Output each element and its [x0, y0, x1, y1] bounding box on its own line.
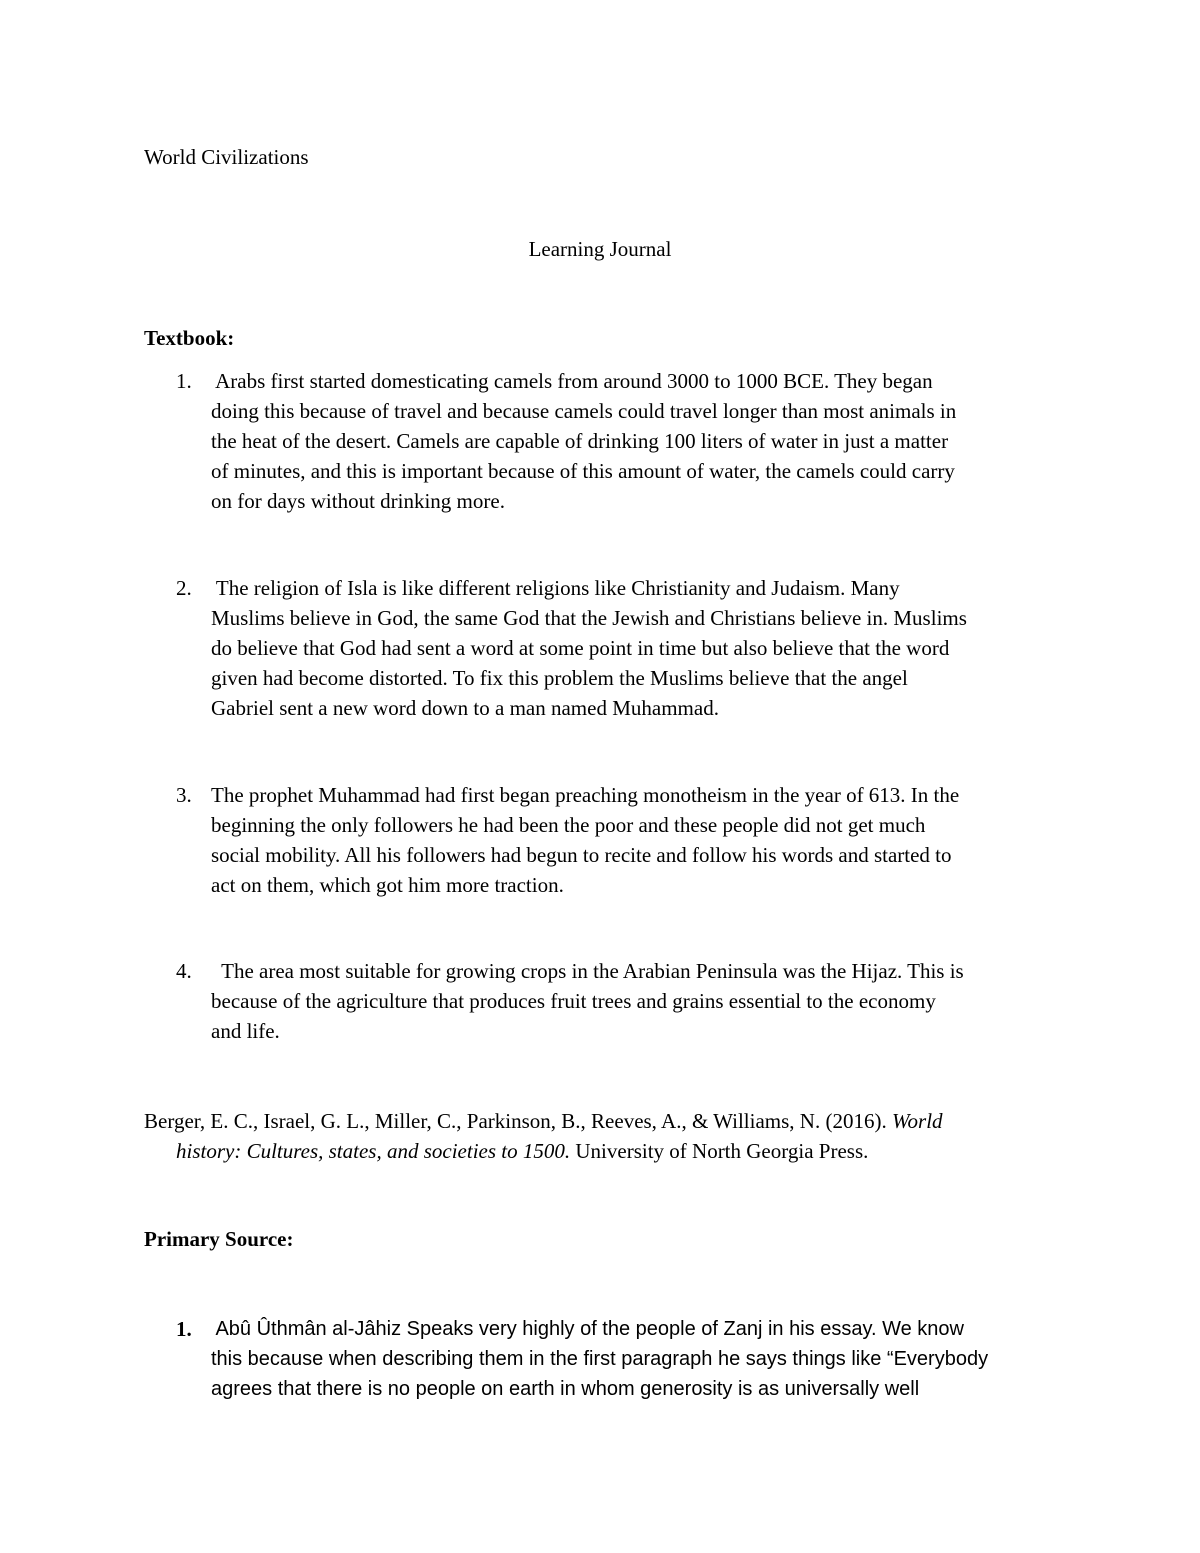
text-line: the heat of the desert. Camels are capable of drinking 100 liters of water in just a matter — [211, 429, 949, 453]
reference-citation — [144, 1106, 1064, 1166]
text-line: The area most suitable for growing crops in the Arabian Peninsula was the Hijaz. This is — [211, 959, 964, 983]
citation-line — [144, 1136, 1064, 1166]
text-line: do believe that God had sent a word at some point in time but also believe that the word — [211, 636, 950, 660]
text-line: The prophet Muhammad had first began preaching monotheism in the year of 613. In the — [211, 783, 960, 807]
list-number: 4. — [176, 959, 192, 983]
list-item-text — [211, 1314, 1071, 1404]
text-line: on for days without drinking more. — [211, 489, 505, 513]
text-line: act on them, which got him more traction. — [211, 873, 564, 897]
text-line: of minutes, and this is important because of this amount of water, the camels could carry — [211, 459, 955, 483]
list-number: 1. — [176, 1317, 192, 1341]
list-number: 1. — [176, 369, 192, 393]
citation-title-end: history: Cultures, states, and societies to 1500. — [176, 1139, 571, 1163]
text-line: agrees that there is no people on earth in whom generosity is as universally well — [211, 1378, 920, 1400]
list-item-text — [211, 956, 1071, 1046]
list-number: 3. — [176, 783, 192, 807]
text-line: Arabs first started domesticating camels from around 3000 to 1000 BCE. They began — [211, 369, 933, 393]
citation-publisher: University of North Georgia Press. — [570, 1139, 869, 1163]
list-item-text — [211, 366, 1071, 516]
text-line: given had become distorted. To fix this problem the Muslims believe that the angel — [211, 666, 908, 690]
text-line: beginning the only followers he had been the poor and these people did not get much — [211, 813, 926, 837]
course-name: World Civilizations — [144, 145, 309, 169]
list-item-text — [211, 573, 1071, 723]
page-title: Learning Journal — [528, 237, 672, 261]
text-line: social mobility. All his followers had begun to recite and follow his words and started to — [211, 843, 952, 867]
primary-source-heading: Primary Source: — [144, 1227, 294, 1251]
list-item-text — [211, 780, 1071, 900]
citation-authors: Berger, E. C., Israel, G. L., Miller, C., Parkinson, B., Reeves, A., & Williams, N. (2016). — [144, 1109, 892, 1133]
text-line: doing this because of travel and because camels could travel longer than most animals in — [211, 399, 957, 423]
text-line: Gabriel sent a new word down to a man named Muhammad. — [211, 696, 719, 720]
text-line: because of the agriculture that produces fruit trees and grains essential to the economy — [211, 989, 936, 1013]
list-number: 2. — [176, 576, 192, 600]
text-line: this because when describing them in the first paragraph he says things like “Everybody — [211, 1348, 989, 1370]
text-line: and life. — [211, 1019, 280, 1043]
text-line: The religion of Isla is like different religions like Christianity and Judaism. Many — [211, 576, 900, 600]
text-line: Abû Ûthmân al-Jâhiz Speaks very highly of the people of Zanj in his essay. We know — [211, 1318, 964, 1340]
citation-title-start: World — [891, 1109, 943, 1133]
textbook-heading: Textbook: — [144, 326, 235, 350]
citation-line — [144, 1106, 1064, 1136]
text-line: Muslims believe in God, the same God that the Jewish and Christians believe in. Muslims — [211, 606, 967, 630]
